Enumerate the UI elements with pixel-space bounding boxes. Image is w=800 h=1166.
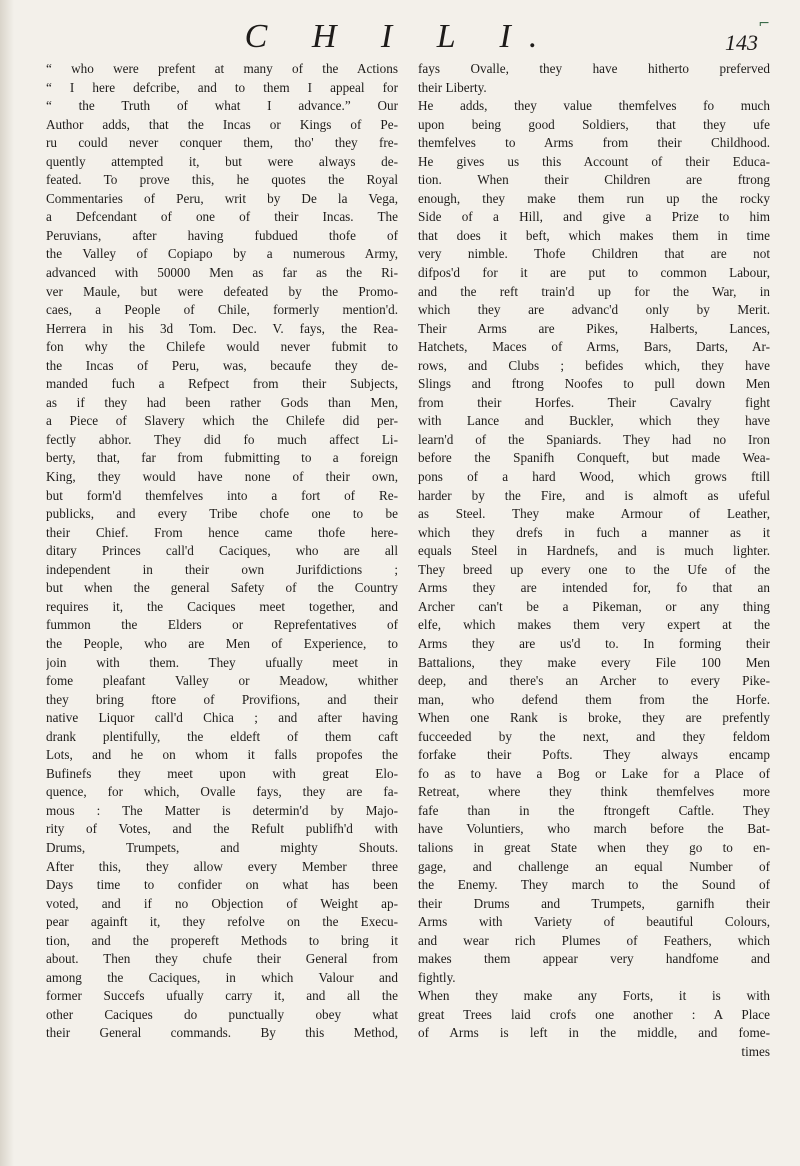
text-line: voted, and if no Objection of Weight ap- [46,895,398,911]
text-line: fightly. [418,969,456,985]
text-line: Arms with Variety of beautiful Colours, [418,914,770,930]
text-line: but form'd themfelves into a fort of Re- [46,487,398,503]
right-text-column [418,60,770,1062]
running-head-title: C H I L I. [244,18,556,55]
text-line: Arms they are us'd to. In forming their [418,635,770,651]
text-line: great Trees laid crofs one another : A Place [418,1006,770,1022]
text-line: difpos'd for it are put to common Labour, [418,265,770,281]
text-line: rity of Votes, and the Refult publifh'd with [46,821,398,837]
text-line: manded fuch a Refpect from their Subjects, [46,376,398,392]
text-line: Herrera in his 3d Tom. Dec. V. fays, the Rea- [46,320,398,336]
text-line: Retreat, where they think themfelves more [418,784,770,800]
text-line: fon why the Chilefe would never fubmit to [46,339,398,355]
text-line: their Chief. From hence came thofe here- [46,524,398,540]
text-line: and wear rich Plumes of Feathers, which [418,932,770,948]
text-line: quently attempted it, but were always de- [46,153,398,169]
text-line: times [741,1043,770,1059]
text-line: a Defcendant of one of their Incas. The [46,209,398,225]
text-line: harder by the Fire, and is almoft as ufeful [418,487,770,503]
text-line: rows, and Clubs ; befides which, they have [418,357,770,373]
corner-mark: ⌐ [758,16,770,32]
text-line: their Liberty. [418,79,487,95]
page-gutter-shadow [0,0,14,1166]
text-line: Arms they are intended for, fo that an [418,580,770,596]
text-line: When one Rank is broke, they are prefently [418,710,770,726]
text-line: fummon the Elders or Reprefentatives of [46,617,398,633]
text-line: caes, a People of Chile, formerly mention'd. [46,302,398,318]
text-line: as if they had been rather Gods than Men, [46,394,398,410]
text-line: very nimble. Thofe Children that are not [418,246,770,262]
text-line: equals Steel in Hardnefs, and is much lighter. [418,543,770,559]
text-line: He gives us this Account of their Educa- [418,153,770,169]
text-line: pons of a hard Wood, which grows ftill [418,469,770,485]
text-line: fays Ovalle, they have hitherto preferved [418,61,770,76]
text-line: tion, and the propereft Methods to bring it [46,932,398,948]
text-line: Archer can't be a Pikeman, or any thing [418,598,770,614]
text-line: deep, and there's an Archer to every Pike- [418,673,770,689]
text-line: Hatchets, Maces of Arms, Bars, Darts, Ar- [418,339,770,355]
text-line: forfake their Pofts. They always encamp [418,747,770,763]
text-line: “ the Truth of what I advance.” Our [46,98,398,114]
text-line: the Valley of Copiapo by a numerous Army, [46,246,398,262]
text-line: themfelves to Arms from their Childhood. [418,135,770,151]
text-line: as Steel. They make Armour of Leather, [418,506,770,522]
text-line: berty, that, far from fubmitting to a foreign [46,450,398,466]
text-line: which they drefs in fuch a manner as it [418,524,770,540]
text-line: When they make any Forts, it is with [418,988,770,1004]
text-line: feated. To prove this, he quotes the Royal [46,172,398,188]
text-line: fo as to have a Bog or Lake for a Place of [418,765,770,781]
text-line: fucceeded by the next, and they feldom [418,728,770,744]
text-line: drank plentifully, the eldeft of them caft [46,728,398,744]
text-line: their General commands. By this Method, [46,1025,398,1041]
text-line: other Caciques do punctually obey what [46,1006,398,1022]
text-line: They breed up every one to the Ufe of the [418,561,770,577]
text-line: learn'd of the Spaniards. They had no Iron [418,431,770,447]
text-line: former Succefs ufually carry it, and all the [46,988,398,1004]
text-line: upon being good Soldiers, that they ufe [418,116,770,132]
text-line: publicks, and every Tribe chofe one to be [46,506,398,522]
text-line: gage, and challenge an equal Number of [418,858,770,874]
text-line: the Incas of Peru, was, becaufe they de- [46,357,398,373]
text-line: with Lance and Buckler, which they have [418,413,770,429]
page-number: 143 [725,30,758,55]
text-line: they bring ftore of Provifions, and their [46,691,398,707]
text-line: before the Spanifh Conqueft, but made Wea- [418,450,770,466]
text-line: Battalions, they make every File 100 Men [418,654,770,670]
text-line: Commentaries of Peru, writ by De la Vega, [46,190,398,206]
text-line: “ I here defcribe, and to them I appeal for [46,79,398,95]
text-line: requires it, the Caciques meet together, and [46,598,398,614]
text-line: have Voluntiers, who march before the Bat- [418,821,770,837]
text-line: their Drums and Trumpets, garnifh their [418,895,770,911]
text-line: “ who were prefent at many of the Actions [46,61,398,76]
text-line: Bufinefs they meet upon with great Elo- [46,765,398,781]
text-line: Drums, Trumpets, and mighty Shouts. [46,839,398,855]
text-line: tion. When their Children are ftrong [418,172,770,188]
text-line: enough, they make them run up the rocky [418,190,770,206]
text-line: join with them. They ufually meet in [46,654,398,670]
text-line: ru could never conquer them, tho' they fre- [46,135,398,151]
text-line: mous : The Matter is determin'd by Majo- [46,802,398,818]
running-head [0,14,800,60]
text-line: After this, they allow every Member three [46,858,398,874]
text-line: among the Caciques, in which Valour and [46,969,398,985]
text-line: pear againft it, they refolve on the Execu- [46,914,398,930]
text-line: Slings and ftrong Noofes to pull down Men [418,376,770,392]
text-line: the People, who are Men of Experience, to [46,635,398,651]
text-line: independent in their own Jurifdictions ; [46,561,398,577]
text-line: Lots, and he on whom it falls propofes the [46,747,398,763]
text-line: fectly abhor. They did fo much affect Li- [46,431,398,447]
text-line: quence, for which, Ovalle fays, they are fa- [46,784,398,800]
text-line: the Enemy. They march to the Sound of [418,877,770,893]
text-line: He adds, they value themfelves fo much [418,98,770,114]
text-line: which they are advanc'd only by Merit. [418,302,770,318]
text-line: but when the general Safety of the Country [46,580,398,596]
text-line: Author adds, that the Incas or Kings of Pe- [46,116,398,132]
text-line: ditary Princes call'd Caciques, who are all [46,543,398,559]
text-line: talions in great State when they go to en- [418,839,770,855]
text-line: fafe than in the ftrongeft Caftle. They [418,802,770,818]
text-line: Side of a Hill, and give a Prize to him [418,209,770,225]
text-line: that does it beft, which makes them in time [418,227,770,243]
text-line: from their Horfes. Their Cavalry fight [418,394,770,410]
text-line: of Arms is left in the middle, and fome- [418,1025,770,1041]
text-line: advanced with 50000 Men as far as the Ri- [46,265,398,281]
left-text-column [46,60,398,1043]
text-line: native Liquor call'd Chica ; and after having [46,710,398,726]
text-line: a Piece of Slavery which the Chilefe did per- [46,413,398,429]
text-line: elfe, which makes them very expert at the [418,617,770,633]
text-line: makes them appear very handfome and [418,951,770,967]
text-line: Their Arms are Pikes, Halberts, Lances, [418,320,770,336]
text-line: King, they would have none of their own, [46,469,398,485]
text-line: man, who defend them from the Horfe. [418,691,770,707]
text-line: fome pleafant Valley or Meadow, whither [46,673,398,689]
text-line: about. Then they chufe their General from [46,951,398,967]
text-line: Days time to confider on what has been [46,877,398,893]
text-line: and the reft train'd up for the War, in [418,283,770,299]
text-line: ver Maule, but were defeated by the Promo- [46,283,398,299]
text-line: Peruvians, after having fubdued thofe of [46,227,398,243]
